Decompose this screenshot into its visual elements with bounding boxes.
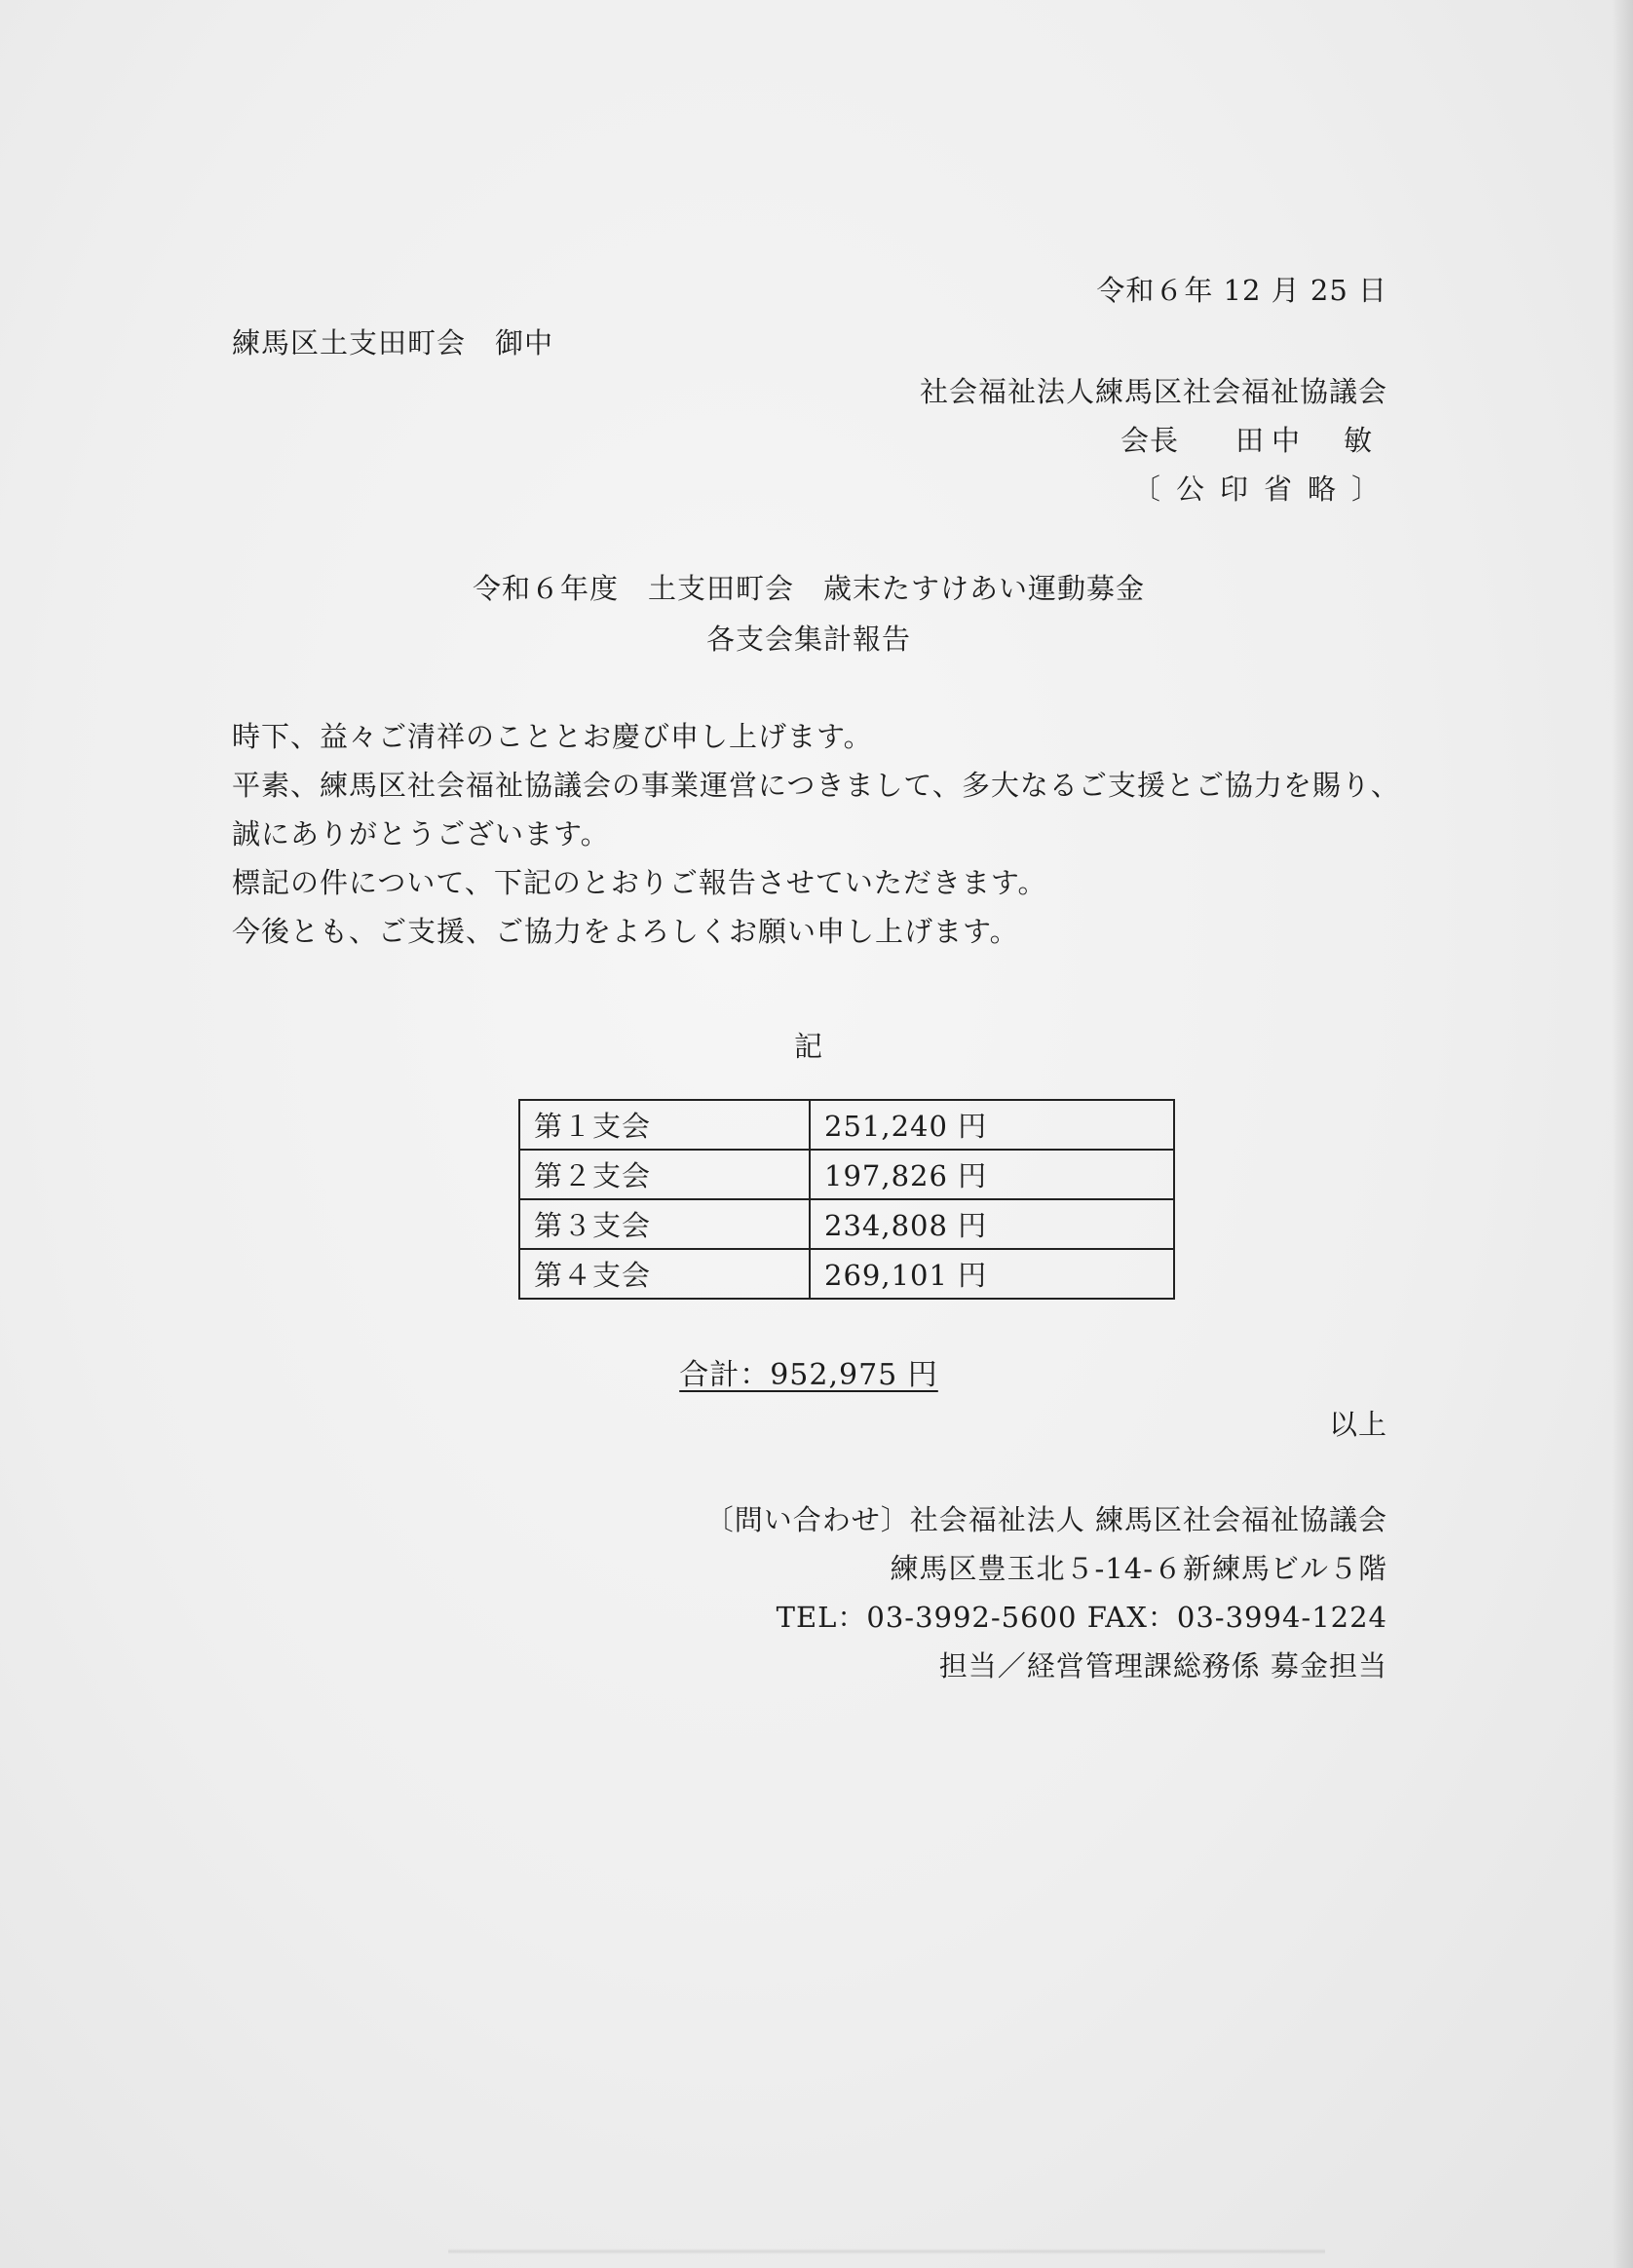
table-row [519, 1150, 1174, 1199]
sender-chair [1120, 421, 1380, 460]
letter-date: 令和６年 12 月 25 日 [1096, 274, 1387, 307]
body-paragraph: 標記の件について、下記のとおりご報告させていただきます。 [232, 866, 1047, 899]
body-paragraph: 時下、益々ご清祥のこととお慶び申し上げます。 [232, 720, 873, 753]
body-paragraph: 誠にありがとうございます。 [232, 817, 610, 850]
document-subtitle: 各支会集計報告 [705, 623, 911, 656]
contact-phone-fax: TEL：03-3992-5600 FAX：03-3994-1224 [776, 1601, 1387, 1634]
body-paragraph: 今後とも、ご支援、ご協力をよろしくお願い申し上げます。 [232, 915, 1019, 948]
branch-name: 第４支会 [519, 1249, 810, 1299]
closing-mark: 以上 [1328, 1408, 1387, 1441]
sender-organization: 社会福祉法人練馬区社会福祉協議会 [919, 375, 1387, 408]
contact-org: 〔問い合わせ〕社会福祉法人 練馬区社会福祉協議会 [704, 1503, 1387, 1536]
total-amount [0, 1356, 1617, 1395]
branch-name: 第１支会 [519, 1100, 810, 1150]
chair-title: 会長 [1120, 424, 1180, 457]
total-text: 合計：952,975 円 [679, 1358, 938, 1392]
paper-fold-shadow [448, 2249, 1325, 2254]
document-title: 令和６年度 土支田町会 歳末たすけあい運動募金 [472, 572, 1145, 605]
chair-name: 田中 敏 [1235, 424, 1381, 457]
branch-name: 第３支会 [519, 1199, 810, 1249]
branch-amount-table [518, 1099, 1175, 1300]
ki-heading: 記 [793, 1030, 823, 1063]
table-row [519, 1249, 1174, 1299]
seal-note: 〔公印省略〕 [1132, 472, 1396, 506]
branch-amount: 197,826 円 [810, 1150, 1174, 1199]
contact-address: 練馬区豊玉北５-14-６新練馬ビル５階 [890, 1552, 1387, 1585]
branch-amount: 269,101 円 [810, 1249, 1174, 1299]
contact-person: 担当／経営管理課総務係 募金担当 [938, 1649, 1387, 1682]
table-row [519, 1100, 1174, 1150]
branch-amount: 251,240 円 [810, 1100, 1174, 1150]
branch-name: 第２支会 [519, 1150, 810, 1199]
body-paragraph: 平素、練馬区社会福祉協議会の事業運営につきまして、多大なるご支援とご協力を賜り、 [232, 769, 1400, 802]
recipient: 練馬区土支田町会 御中 [232, 326, 554, 359]
table-row [519, 1199, 1174, 1249]
paper-edge-shadow [1612, 0, 1633, 2268]
branch-amount: 234,808 円 [810, 1199, 1174, 1249]
